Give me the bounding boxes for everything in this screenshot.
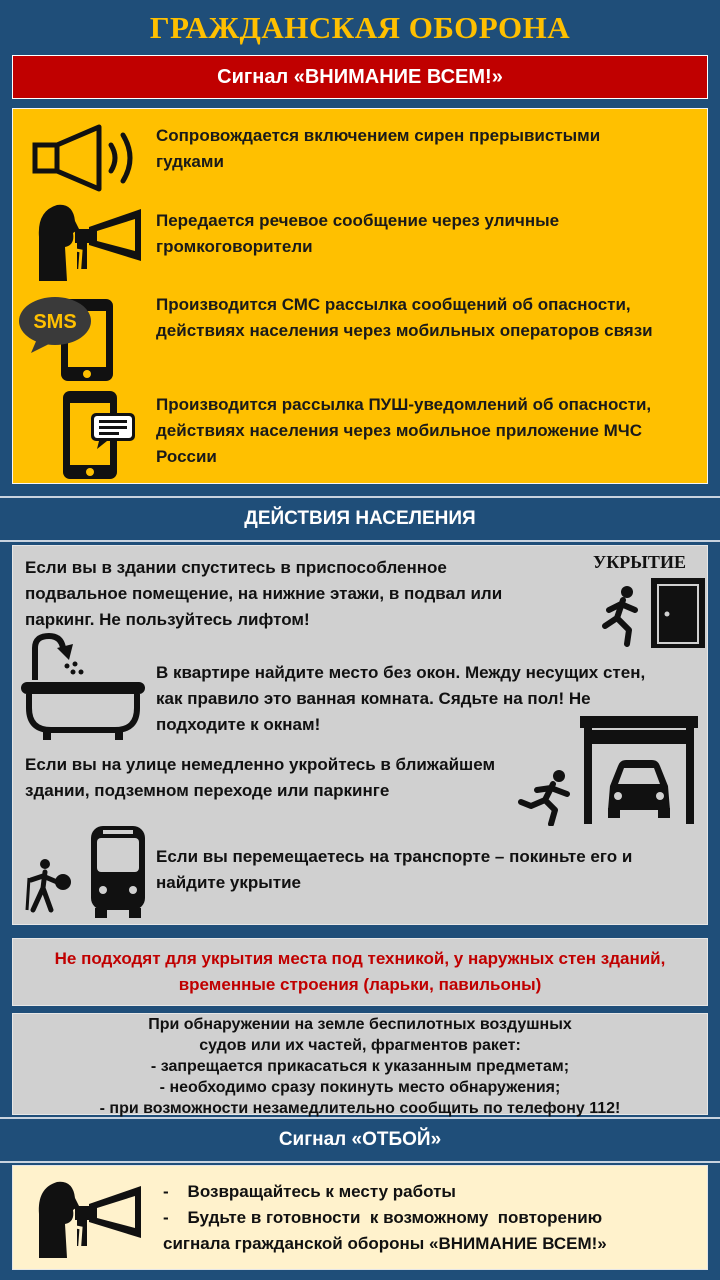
cancel-signal-panel — [12, 1165, 708, 1270]
push-notification-phone-icon — [59, 389, 143, 481]
cancel-signal-title: Сигнал «ОТБОЙ» — [278, 1129, 442, 1150]
cancel-signal-instructions: - Возвращайтесь к месту работы - Будьте в готовности к возможному повторению сигнала гражданской обороны «ВНИМАНИЕ ВСЕМ!» — [163, 1182, 607, 1253]
bus-icon — [87, 824, 149, 918]
alert-item-loudspeakers: Передается речевое сообщение через уличные громкоговорители — [156, 211, 560, 256]
svg-text:SMS: SMS — [33, 311, 77, 333]
drone-fragments-notice: При обнаружении на земле беспилотных воздушных судов или их частей, фрагментов ракет: - запрещается прикасаться к указанным предметам; - необходимо сразу покинуть место обнаружения; - при возможности незамедлительно сообщить по телефону 112! — [12, 1013, 708, 1115]
siren-speaker-icon — [31, 123, 149, 193]
shelter-label: УКРЫТИЕ — [593, 552, 686, 572]
sms-phone-icon — [17, 291, 127, 383]
action-street: Если вы на улице немедленно укройтесь в ближайшем здании, подземном переходе или паркинге — [25, 755, 496, 800]
alert-signal-panel — [12, 108, 708, 484]
megaphone-person-icon — [31, 1176, 149, 1258]
actions-section-header — [0, 496, 720, 542]
action-apartment: В квартире найдите место без окон. Между несущих стен, как правило это ванная комната. Сядьте на пол! Не подходите к окнам! — [156, 663, 646, 734]
actions-section-title: ДЕЙСТВИЯ НАСЕЛЕНИЯ — [244, 508, 476, 529]
cancel-signal-header — [0, 1117, 720, 1163]
megaphone-person-icon — [31, 199, 149, 281]
actions-panel — [12, 545, 708, 925]
alert-signal-title: Сигнал «ВНИМАНИЕ ВСЕМ!» — [217, 65, 503, 88]
parking-garage-icon — [578, 714, 700, 826]
alert-item-sms: Производится СМС рассылка сообщений об опасности, действиях населения через мобильных операторов связи — [156, 295, 653, 340]
shelter-door-icon — [597, 576, 709, 650]
alert-signal-banner — [12, 55, 708, 99]
page-title: ГРАЖДАНСКАЯ ОБОРОНА — [149, 10, 571, 45]
action-building: Если вы в здании спуститесь в приспособленное подвальное помещение, на нижние этажи, в подвал или паркинг. Не пользуйтесь лифтом! — [25, 558, 503, 629]
bathtub-icon — [17, 632, 151, 742]
unsafe-shelter-warning: Не подходят для укрытия места под техникой, у наружных стен зданий, временные строения (ларьки, павильоны) — [12, 938, 708, 1006]
person-with-cane-icon — [23, 856, 75, 914]
alert-item-siren: Сопровождается включением сирен прерывистыми гудками — [156, 126, 601, 171]
alert-item-push: Производится рассылка ПУШ-уведомлений об опасности, действиях населения через мобильное приложение МЧС России — [156, 395, 652, 466]
action-transport: Если вы перемещаетесь на транспорте – покиньте его и найдите укрытие — [156, 847, 633, 892]
running-person-icon — [517, 768, 579, 826]
